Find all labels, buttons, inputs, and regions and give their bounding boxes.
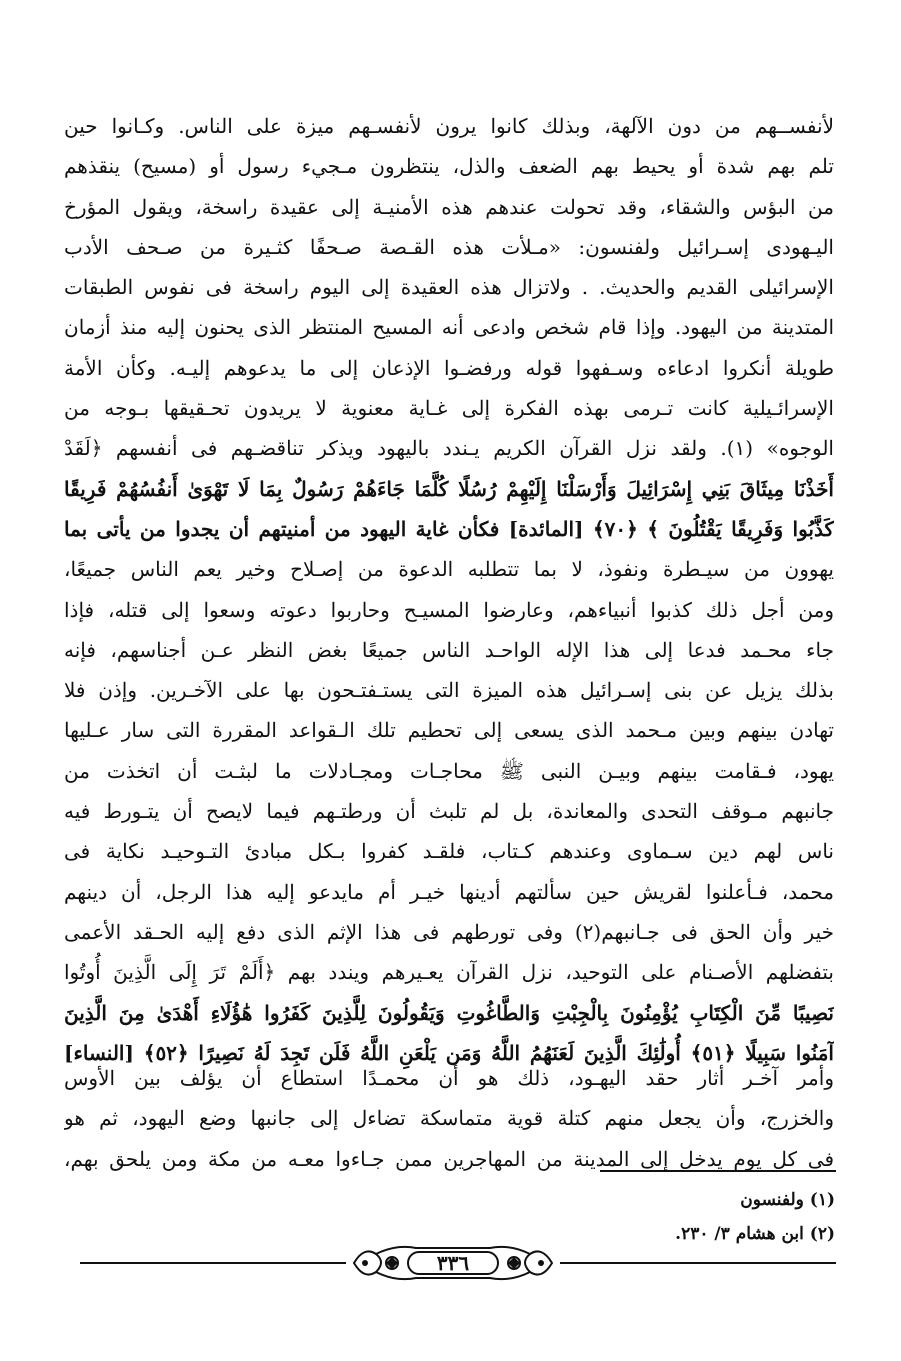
quran-verse-line: أَخَذْنَا مِيثَاقَ بَنِي إِسْرَائِيلَ وَأَرْسَلْنَا إِلَيْهِمْ رُسُلًا كُلَّمَا جَاءَهُمْ رَسُولٌ بِمَا لَا تَهْوَىٰ أَنفُسُهُمْ فَرِيقًا	[64, 476, 834, 501]
text-line: والخزرج، وأن يجعل منهم كتلة قوية متماسكة تضاءل إلى جانبها وضع اليهود، ثم هو	[64, 1106, 834, 1131]
quran-verse-line: آمَنُوا سَبِيلًا ﴿٥١﴾ أُولَٰئِكَ الَّذِينَ لَعَنَهُمُ اللَّهُ وَمَن يَلْعَنِ اللَّهُ فَلَن تَجِدَ لَهُ نَصِيرًا ﴿٥٢﴾ [النساء]	[64, 1040, 834, 1065]
quran-verse-line: كَذَّبُوا وَفَرِيقًا يَقْتُلُونَ ﴾ ﴿٧٠﴾ [المائدة] فكأن غاية اليهود من أمنيتهم أن يجدوا من يأتى بما	[64, 516, 834, 541]
text-line: جاء محـمد فدعا إلى هذا الإله الواحـد الناس جميعًا بغض النظر عـن أجناسهم، فإنه	[64, 637, 834, 662]
text-line: طويلة أنكروا ادعاءه وسـفهوا قوله ورفضـوا الإذعان إلى ما يدعوهم إليـه. وكأن الأمة	[64, 355, 834, 380]
text-line: يهوون من سيـطرة ونفوذ، لا بما تتطلبه الدعوة من إصـلاح وخير يعم الناس جميعًا،	[64, 557, 834, 582]
main-paragraph	[64, 106, 834, 1073]
text-line: المتدينة من اليهود. وإذا قام شخص وادعى أنه المسيح المنتظر الذى يحنون إليه منذ أزمان	[64, 315, 834, 340]
text-line: تلم بهم شدة أو يحيط بهم الضعف والذل، ينتظرون مـجيء رسول أو (مسيح) ينقذهم	[64, 154, 834, 179]
text-line: الإسرائـيلية كانت تـرمى بهذه الفكرة إلى غـاية معنوية لا يريدون تحـقيقها بـوجه من	[64, 396, 834, 421]
footer-rule-right	[560, 1262, 836, 1264]
second-paragraph	[64, 1058, 834, 1179]
text-line: يهود، فـقامت بينهم وبيـن النبى ﷺ محاجـات ومجـادلات ما لبثـت أن اتخذت من	[64, 758, 834, 783]
footnotes	[675, 1183, 835, 1251]
footnote-1: (١) ولفنسون	[740, 1190, 835, 1210]
page-number: ٣٣٦	[436, 1251, 470, 1275]
footer-rule-left	[80, 1262, 346, 1264]
text-line: لأنفســهم من دون الآلهة، وبذلك كانوا يرون لأنفسـهم ميزة على الناس. وكـانوا حين	[64, 114, 834, 138]
footnote-2: (٢) ابن هشام ٣/ ٢٣٠.	[675, 1224, 835, 1244]
text-line: بذلك يزيل عن بنى إسـرائيل هذه الميزة التى يستـفتـحون بها على الآخـرين. وإذن فلا	[64, 678, 834, 703]
text-line: الإسرائيلى القديم والحديث. . ولاتزال هذه العقيدة إلى اليوم راسخة فى نفوس الطبقات	[64, 275, 834, 300]
text-line: ناس لهم دين سـماوى وعندهم كـتاب، فلقـد كفروا بـكل مبادئ التـوحيـد نكاية فى	[64, 839, 834, 864]
text-line: فى كل يوم يدخل إلى المدينة من المهاجرين ممن جـاءوا معـه من مكة ومن يلحق بهم،	[64, 1146, 834, 1171]
text-line: تهادن بينهم وبين مـحمد الذى يسعى إلى تحطيم تلك الـقواعد المقررة التى سار عـليها	[64, 718, 834, 743]
text-line: خير وأن الحق فى جـانبهم(٢) وفى تورطهم فى هذا الإثم الذى دفع إليه الحـقد الأعمى	[64, 919, 834, 944]
text-line: اليـهودى إسـرائيل ولفنسون: «مـلأت هذه القـصة صـحفًا كثـيرة من صـحف الأدب	[64, 234, 834, 259]
text-line: بتفضلهم الأصـنام على التوحيد، نزل القرآن يعـيرهم ويندد بهم ﴿أَلَمْ تَرَ إِلَى الَّذِينَ أُوتُوا	[64, 960, 834, 985]
text-line: وأمر آخـر أثار حقد اليهـود، ذلك هو أن محمـدًا استطاع أن يؤلف بين الأوس	[64, 1066, 834, 1090]
text-line: من البؤس والشقاء، وقد تحولت عندهم هذه الأمنيـة إلى عقيدة راسخة، ويقول المؤرخ	[64, 194, 834, 219]
quran-verse-line: نَصِيبًا مِّنَ الْكِتَابِ يُؤْمِنُونَ بِالْجِبْتِ وَالطَّاغُوتِ وَيَقُولُونَ لِلَّذِينَ كَفَرُوا هَٰؤُلَاءِ أَهْدَىٰ مِنَ الَّذِينَ	[64, 1000, 834, 1025]
text-line: الوجوه» (١). ولقد نزل القرآن الكريم يـندد باليهود ويذكر تناقضـهم فى أنفسهم ﴿لَقَدْ	[64, 436, 834, 461]
footnote-divider	[600, 1170, 836, 1172]
text-line: جانبهم مـوقف التحدى والمعاندة، بل لم تلبث أن ورطتـهم فيما لايصح أن يتـورط فيه	[64, 799, 834, 824]
text-line: ومن أجل ذلك كذبوا أنبياءهم، وعارضوا المسيـح وحاربوا دعوته وسعوا إلى قتله، فإذا	[64, 597, 834, 622]
text-line: محمد، فـأعلنوا لقريش حين سألتهم أدينها خيـر أم مايدعو إليه هذا الرجل، أن دينهم	[64, 879, 834, 904]
